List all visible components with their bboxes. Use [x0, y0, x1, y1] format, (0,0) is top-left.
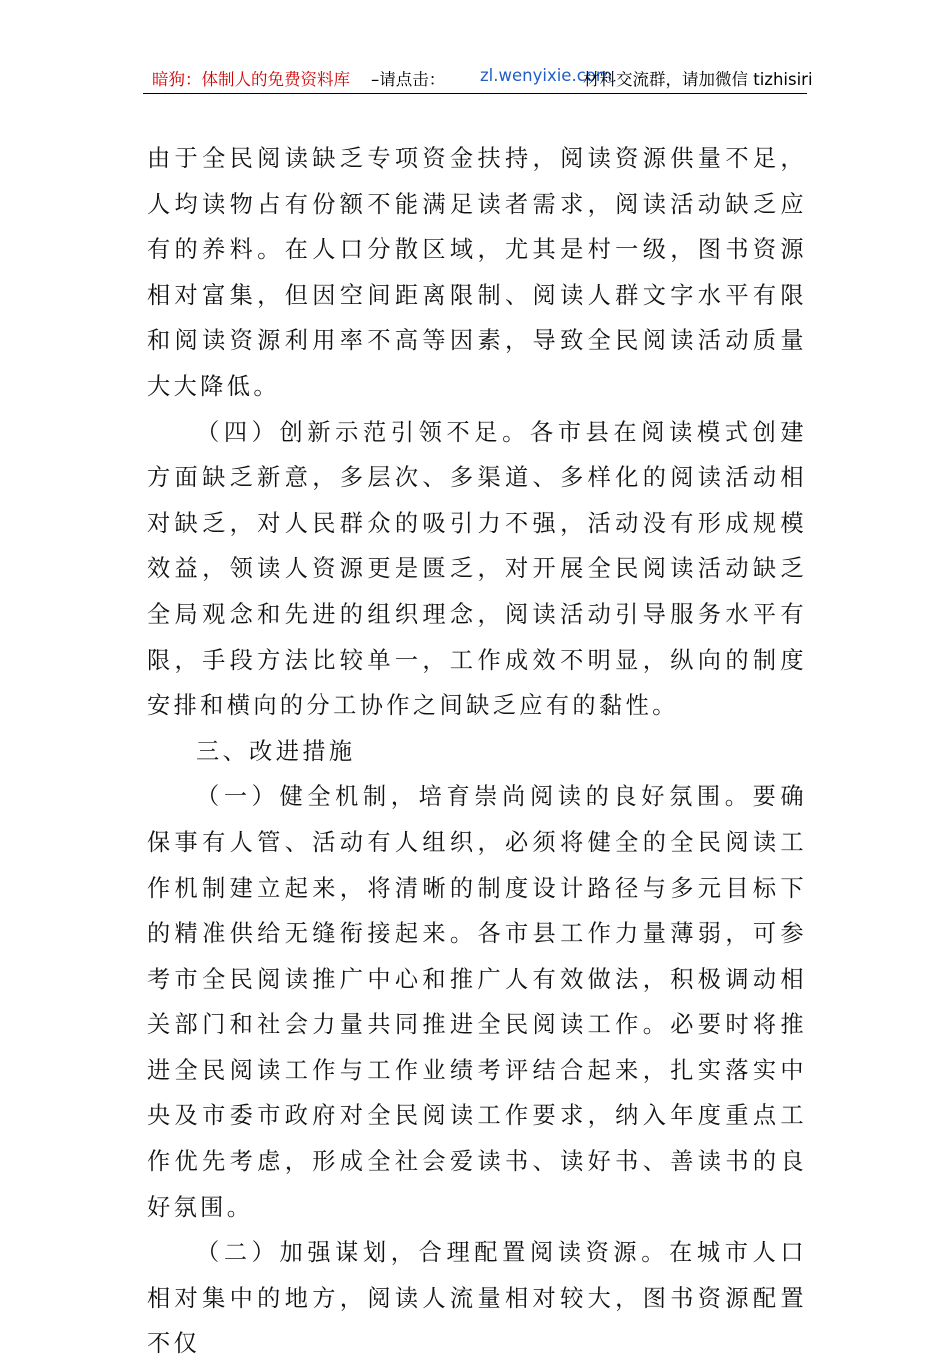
header-wechat-note: 材料交流群，请加微信 tizhisiri — [583, 70, 813, 89]
paragraph-4: （一）健全机制，培育崇尚阅读的良好氛围。要确保事有人管、活动有人组织，必须将健全的全民阅读工作机制建立起来，将清晰的制度设计路径与多元目标下的精准供给无缝衔接起来。各市县工作力量薄弱，可参考市全民阅读推广中心和推广人有效做法，积极调动相关部门和社会力量共同推进全民阅读工作。必要时将推进全民阅读工作与工作业绩考评结合起来，扎实落实中央及市委市政府对全民阅读工作要求，纳入年度重点工作优先考虑，形成全社会爱读书、读好书、善读书的良好氛围。 — [147, 783, 807, 1221]
header-site-name: 暗狗：体制人的免费资料库 — [152, 70, 350, 89]
header-divider — [143, 93, 807, 94]
page-header — [143, 62, 813, 96]
header-click-prompt: –请点击： — [371, 70, 446, 89]
paragraph-5: （二）加强谋划，合理配置阅读资源。在城市人口相对集中的地方，阅读人流量相对较大，图书资源配置不仅 — [147, 1239, 807, 1358]
header-url-link[interactable]: zl.wenyixie.com — [480, 66, 612, 85]
document-body — [147, 136, 807, 1367]
section-heading: 三、改进措施 — [196, 737, 356, 765]
paragraph-1: 由于全民阅读缺乏专项资金扶持，阅读资源供量不足，人均读物占有份额不能满足读者需求，阅读活动缺乏应有的养料。在人口分散区域，尤其是村一级，图书资源相对富集，但因空间距离限制、阅读人群文字水平有限和阅读资源利用率不高等因素，导致全民阅读活动质量大大降低。 — [147, 145, 807, 400]
paragraph-2: （四）创新示范引领不足。各市县在阅读模式创建方面缺乏新意，多层次、多渠道、多样化的阅读活动相对缺乏，对人民群众的吸引力不强，活动没有形成规模效益，领读人资源更是匮乏，对开展全民阅读活动缺乏全局观念和先进的组织理念，阅读活动引导服务水平有限，手段方法比较单一，工作成效不明显，纵向的制度安排和横向的分工协作之间缺乏应有的黏性。 — [147, 418, 807, 720]
